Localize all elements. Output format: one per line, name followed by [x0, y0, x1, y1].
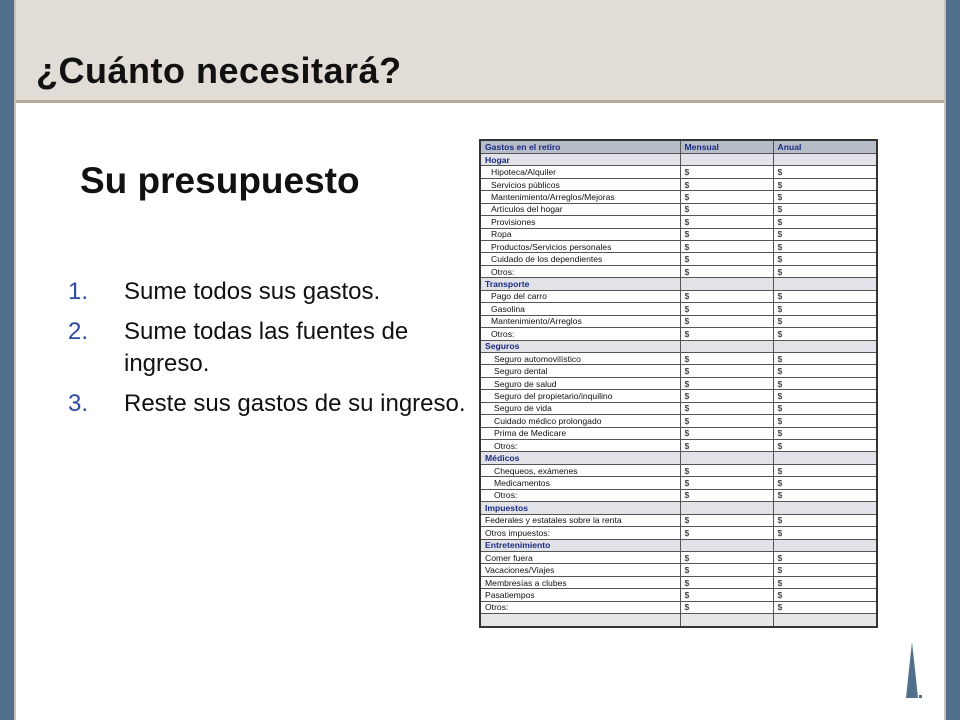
step-text: Sume todos sus gastos. — [124, 278, 381, 305]
table-row — [481, 241, 876, 253]
annual-amount-cell[interactable]: $ — [773, 514, 876, 526]
expense-label: Otros: — [481, 328, 680, 340]
monthly-amount-cell[interactable]: $ — [680, 377, 773, 389]
monthly-amount-cell[interactable]: $ — [680, 415, 773, 427]
table-row — [481, 315, 876, 327]
monthly-amount-cell[interactable]: $ — [680, 352, 773, 364]
annual-amount-cell[interactable]: $ — [773, 564, 876, 576]
category-empty-cell — [680, 153, 773, 165]
table-row — [481, 328, 876, 340]
expense-label: Gasolina — [481, 303, 680, 315]
expense-label: Servicios públicos — [481, 178, 680, 190]
annual-amount-cell[interactable]: $ — [773, 477, 876, 489]
table-row — [481, 477, 876, 489]
category-empty-cell — [680, 452, 773, 464]
annual-amount-cell[interactable]: $ — [773, 390, 876, 402]
table-row — [481, 440, 876, 452]
list-item — [68, 388, 468, 420]
expense-label: Otros: — [481, 601, 680, 613]
monthly-amount-cell[interactable]: $ — [680, 564, 773, 576]
category-label: Impuestos — [481, 502, 680, 514]
annual-amount-cell[interactable]: $ — [773, 601, 876, 613]
table-row — [481, 290, 876, 302]
category-empty-cell — [680, 539, 773, 551]
annual-amount-cell[interactable]: $ — [773, 352, 876, 364]
category-empty-cell — [773, 153, 876, 165]
table-row — [481, 253, 876, 265]
table-row — [481, 390, 876, 402]
expense-label: Otros: — [481, 265, 680, 277]
slide-frame — [14, 0, 946, 720]
table-row — [481, 415, 876, 427]
table-row — [481, 216, 876, 228]
table-category-row — [481, 340, 876, 352]
monthly-amount-cell[interactable]: $ — [680, 390, 773, 402]
expense-label: Pago del carro — [481, 290, 680, 302]
monthly-amount-cell[interactable]: $ — [680, 365, 773, 377]
expense-label: Cuidado médico prolongado — [481, 415, 680, 427]
annual-amount-cell[interactable]: $ — [773, 551, 876, 563]
annual-amount-cell[interactable]: $ — [773, 178, 876, 190]
expense-label: Otros: — [481, 440, 680, 452]
table-row — [481, 514, 876, 526]
monthly-amount-cell[interactable]: $ — [680, 514, 773, 526]
step-text: Reste sus gastos de su ingreso. — [124, 390, 466, 417]
monthly-amount-cell[interactable]: $ — [680, 402, 773, 414]
monthly-amount-cell[interactable]: $ — [680, 216, 773, 228]
table-row — [481, 166, 876, 178]
table-row — [481, 489, 876, 501]
annual-amount-cell[interactable]: $ — [773, 377, 876, 389]
annual-amount-cell[interactable]: $ — [773, 589, 876, 601]
table-row — [481, 601, 876, 613]
table-category-row — [481, 452, 876, 464]
annual-amount-cell[interactable]: $ — [773, 365, 876, 377]
expense-label: Artículos del hogar — [481, 203, 680, 215]
annual-amount-cell[interactable]: $ — [773, 402, 876, 414]
monthly-amount-cell[interactable]: $ — [680, 328, 773, 340]
table-row — [481, 464, 876, 476]
table-footer-row — [481, 614, 876, 626]
monthly-amount-cell[interactable]: $ — [680, 477, 773, 489]
expense-label: Seguro dental — [481, 365, 680, 377]
expense-label: Prima de Medicare — [481, 427, 680, 439]
annual-amount-cell[interactable]: $ — [773, 464, 876, 476]
table-row — [481, 427, 876, 439]
category-empty-cell — [680, 502, 773, 514]
table-row — [481, 265, 876, 277]
table-row — [481, 377, 876, 389]
monthly-amount-cell[interactable]: $ — [680, 191, 773, 203]
category-empty-cell — [773, 502, 876, 514]
column-header-category: Gastos en el retiro — [481, 141, 680, 153]
monthly-amount-cell[interactable]: $ — [680, 576, 773, 588]
expense-label: Seguro del propietario/inquilino — [481, 390, 680, 402]
annual-amount-cell[interactable]: $ — [773, 265, 876, 277]
category-label: Transporte — [481, 278, 680, 290]
monthly-amount-cell[interactable]: $ — [680, 166, 773, 178]
table-row — [481, 352, 876, 364]
expense-label: Otros impuestos: — [481, 527, 680, 539]
column-header-monthly: Mensual — [680, 141, 773, 153]
list-item — [68, 316, 468, 380]
expense-label: Comer fuera — [481, 551, 680, 563]
expense-label: Ropa — [481, 228, 680, 240]
expense-label: Provisiones — [481, 216, 680, 228]
expense-label: Mantenimiento/Arreglos/Mejoras — [481, 191, 680, 203]
table-row — [481, 576, 876, 588]
annual-amount-cell[interactable]: $ — [773, 576, 876, 588]
expense-label: Seguro de vida — [481, 402, 680, 414]
category-label: Entretenimiento — [481, 539, 680, 551]
annual-amount-cell[interactable]: $ — [773, 241, 876, 253]
annual-amount-cell[interactable]: $ — [773, 527, 876, 539]
monthly-amount-cell[interactable]: $ — [680, 427, 773, 439]
table-category-row — [481, 153, 876, 165]
monthly-amount-cell[interactable]: $ — [680, 589, 773, 601]
monthly-amount-cell[interactable]: $ — [680, 241, 773, 253]
table-category-row — [481, 502, 876, 514]
annual-amount-cell[interactable]: $ — [773, 216, 876, 228]
footer-cell — [680, 614, 773, 626]
table-category-row — [481, 278, 876, 290]
table-category-row — [481, 539, 876, 551]
annual-amount-cell[interactable]: $ — [773, 328, 876, 340]
step-number: 2. — [68, 318, 89, 345]
expense-label: Pasatiempos — [481, 589, 680, 601]
monthly-amount-cell[interactable]: $ — [680, 489, 773, 501]
category-empty-cell — [773, 278, 876, 290]
annual-amount-cell[interactable]: $ — [773, 303, 876, 315]
expense-label: Productos/Servicios personales — [481, 241, 680, 253]
expense-label: Chequeos, exámenes — [481, 464, 680, 476]
category-label: Médicos — [481, 452, 680, 464]
budget-table-body — [481, 141, 876, 626]
category-empty-cell — [773, 340, 876, 352]
page-title: ¿Cuánto necesitará? — [36, 50, 402, 91]
monthly-amount-cell[interactable]: $ — [680, 527, 773, 539]
table-row — [481, 228, 876, 240]
monthly-amount-cell[interactable]: $ — [680, 228, 773, 240]
list-item — [68, 276, 468, 308]
annual-amount-cell[interactable]: $ — [773, 290, 876, 302]
category-empty-cell — [773, 452, 876, 464]
tower-logo-icon — [892, 640, 932, 700]
section-subtitle: Su presupuesto — [80, 160, 360, 201]
expense-label: Otros: — [481, 489, 680, 501]
table-row — [481, 589, 876, 601]
annual-amount-cell[interactable]: $ — [773, 203, 876, 215]
step-number: 1. — [68, 278, 89, 305]
budget-table — [479, 139, 878, 628]
expense-label: Medicamentos — [481, 477, 680, 489]
expense-label: Vacaciones/Viajes — [481, 564, 680, 576]
annual-amount-cell[interactable]: $ — [773, 228, 876, 240]
step-text: Sume todas las fuentes de ingreso. — [124, 318, 409, 377]
annual-amount-cell[interactable]: $ — [773, 166, 876, 178]
expense-label: Seguro automovilístico — [481, 352, 680, 364]
expense-label: Hipoteca/Alquiler — [481, 166, 680, 178]
monthly-amount-cell[interactable]: $ — [680, 440, 773, 452]
monthly-amount-cell[interactable]: $ — [680, 464, 773, 476]
table-row — [481, 365, 876, 377]
annual-amount-cell[interactable]: $ — [773, 315, 876, 327]
table-row — [481, 191, 876, 203]
monthly-amount-cell[interactable]: $ — [680, 303, 773, 315]
expense-label: Membresías a clubes — [481, 576, 680, 588]
table-row — [481, 527, 876, 539]
table-row — [481, 551, 876, 563]
monthly-amount-cell[interactable]: $ — [680, 551, 773, 563]
annual-amount-cell[interactable]: $ — [773, 427, 876, 439]
table-row — [481, 303, 876, 315]
footer-cell — [773, 614, 876, 626]
expense-label: Federales y estatales sobre la renta — [481, 514, 680, 526]
category-empty-cell — [680, 278, 773, 290]
monthly-amount-cell[interactable]: $ — [680, 290, 773, 302]
monthly-amount-cell[interactable]: $ — [680, 253, 773, 265]
column-header-annual: Anual — [773, 141, 876, 153]
title-divider — [16, 100, 944, 103]
category-label: Hogar — [481, 153, 680, 165]
step-number: 3. — [68, 390, 89, 417]
table-row — [481, 178, 876, 190]
monthly-amount-cell[interactable]: $ — [680, 315, 773, 327]
category-label: Seguros — [481, 340, 680, 352]
annual-amount-cell[interactable]: $ — [773, 489, 876, 501]
annual-amount-cell[interactable]: $ — [773, 191, 876, 203]
expense-label: Mantenimiento/Arreglos — [481, 315, 680, 327]
annual-amount-cell[interactable]: $ — [773, 415, 876, 427]
monthly-amount-cell[interactable]: $ — [680, 601, 773, 613]
annual-amount-cell[interactable]: $ — [773, 253, 876, 265]
table-row — [481, 564, 876, 576]
category-empty-cell — [680, 340, 773, 352]
footer-cell — [481, 614, 680, 626]
table-header-row — [481, 141, 876, 153]
table-row — [481, 203, 876, 215]
monthly-amount-cell[interactable]: $ — [680, 178, 773, 190]
monthly-amount-cell[interactable]: $ — [680, 265, 773, 277]
steps-list — [68, 276, 468, 428]
monthly-amount-cell[interactable]: $ — [680, 203, 773, 215]
category-empty-cell — [773, 539, 876, 551]
table-row — [481, 402, 876, 414]
expense-label: Seguro de salud — [481, 377, 680, 389]
expense-label: Cuidado de los dependientes — [481, 253, 680, 265]
annual-amount-cell[interactable]: $ — [773, 440, 876, 452]
